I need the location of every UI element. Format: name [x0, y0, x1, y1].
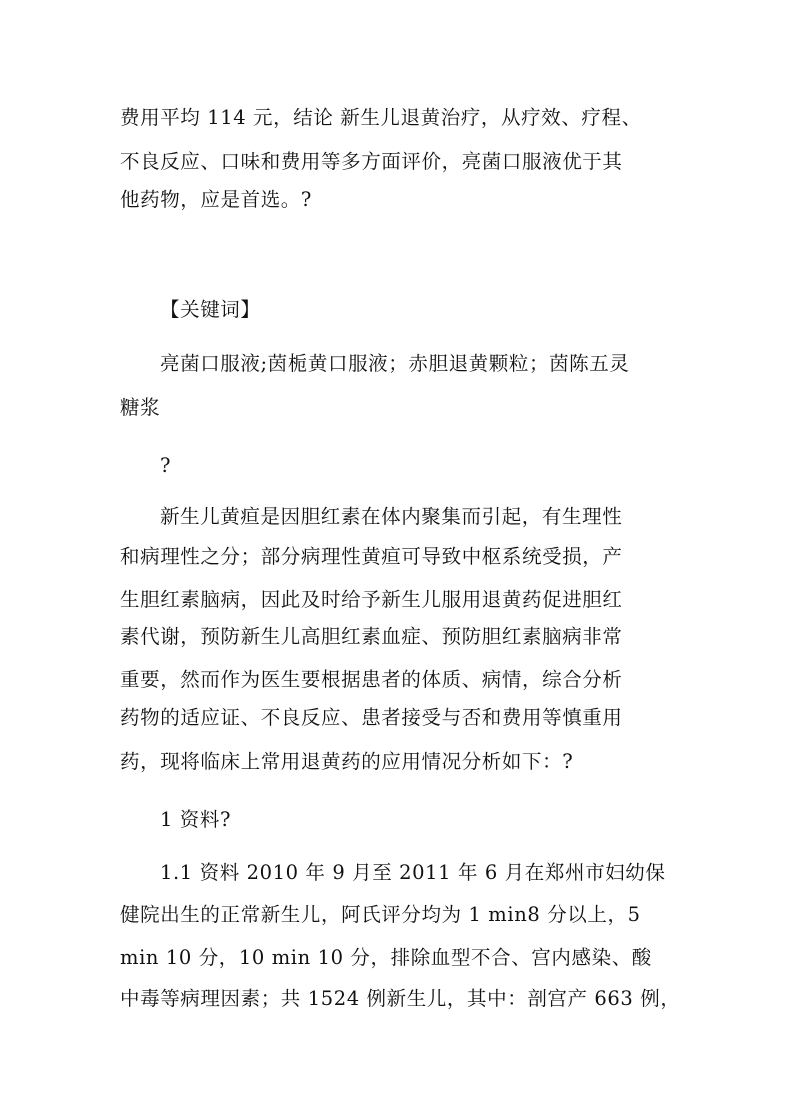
- keywords-heading: 【关键词】: [160, 298, 261, 321]
- intro-line-1: 费用平均 114 元，结论 新生儿退黄治疗，从疗效、疗程、: [120, 106, 642, 129]
- intro-line-3: 他药物，应是首选。?: [120, 188, 312, 211]
- body-line-6: 药物的适应证、不良反应、患者接受与否和费用等慎重用: [120, 706, 623, 729]
- body-line-5: 重要，然而作为医生要根据患者的体质、病情，综合分析: [120, 668, 623, 691]
- subsection-line-1: 1.1 资料 2010 年 9 月至 2011 年 6 月在郑州市妇幼保: [160, 861, 666, 884]
- subsection-line-2: 健院出生的正常新生儿，阿氏评分均为 1 min8 分以上，5: [120, 903, 641, 926]
- separator-mark: ?: [160, 454, 172, 477]
- body-line-4: 素代谢，预防新生儿高胆红素血症、预防胆红素脑病非常: [120, 625, 623, 648]
- subsection-line-4: 中毒等病理因素；共 1524 例新生儿，其中：剖宫产 663 例，: [120, 987, 681, 1010]
- keywords-line-2: 糖浆: [120, 396, 161, 419]
- subsection-line-3: min 10 分，10 min 10 分，排除血型不合、宫内感染、酸: [120, 946, 652, 969]
- body-line-7: 药，现将临床上常用退黄药的应用情况分析如下：?: [120, 750, 574, 773]
- keywords-line-1: 亮菌口服液;茵栀黄口服液；赤胆退黄颗粒；茵陈五灵: [160, 352, 630, 375]
- body-line-2: 和病理性之分；部分病理性黄疸可导致中枢系统受损，产: [120, 545, 623, 568]
- intro-line-2: 不良反应、口味和费用等多方面评价，亮菌口服液优于其: [120, 150, 623, 173]
- body-line-3: 生胆红素脑病，因此及时给予新生儿服用退黄药促进胆红: [120, 588, 623, 611]
- body-line-1: 新生儿黄疸是因胆红素在体内聚集而引起，有生理性: [160, 505, 623, 528]
- section-heading: 1 资料?: [160, 808, 232, 831]
